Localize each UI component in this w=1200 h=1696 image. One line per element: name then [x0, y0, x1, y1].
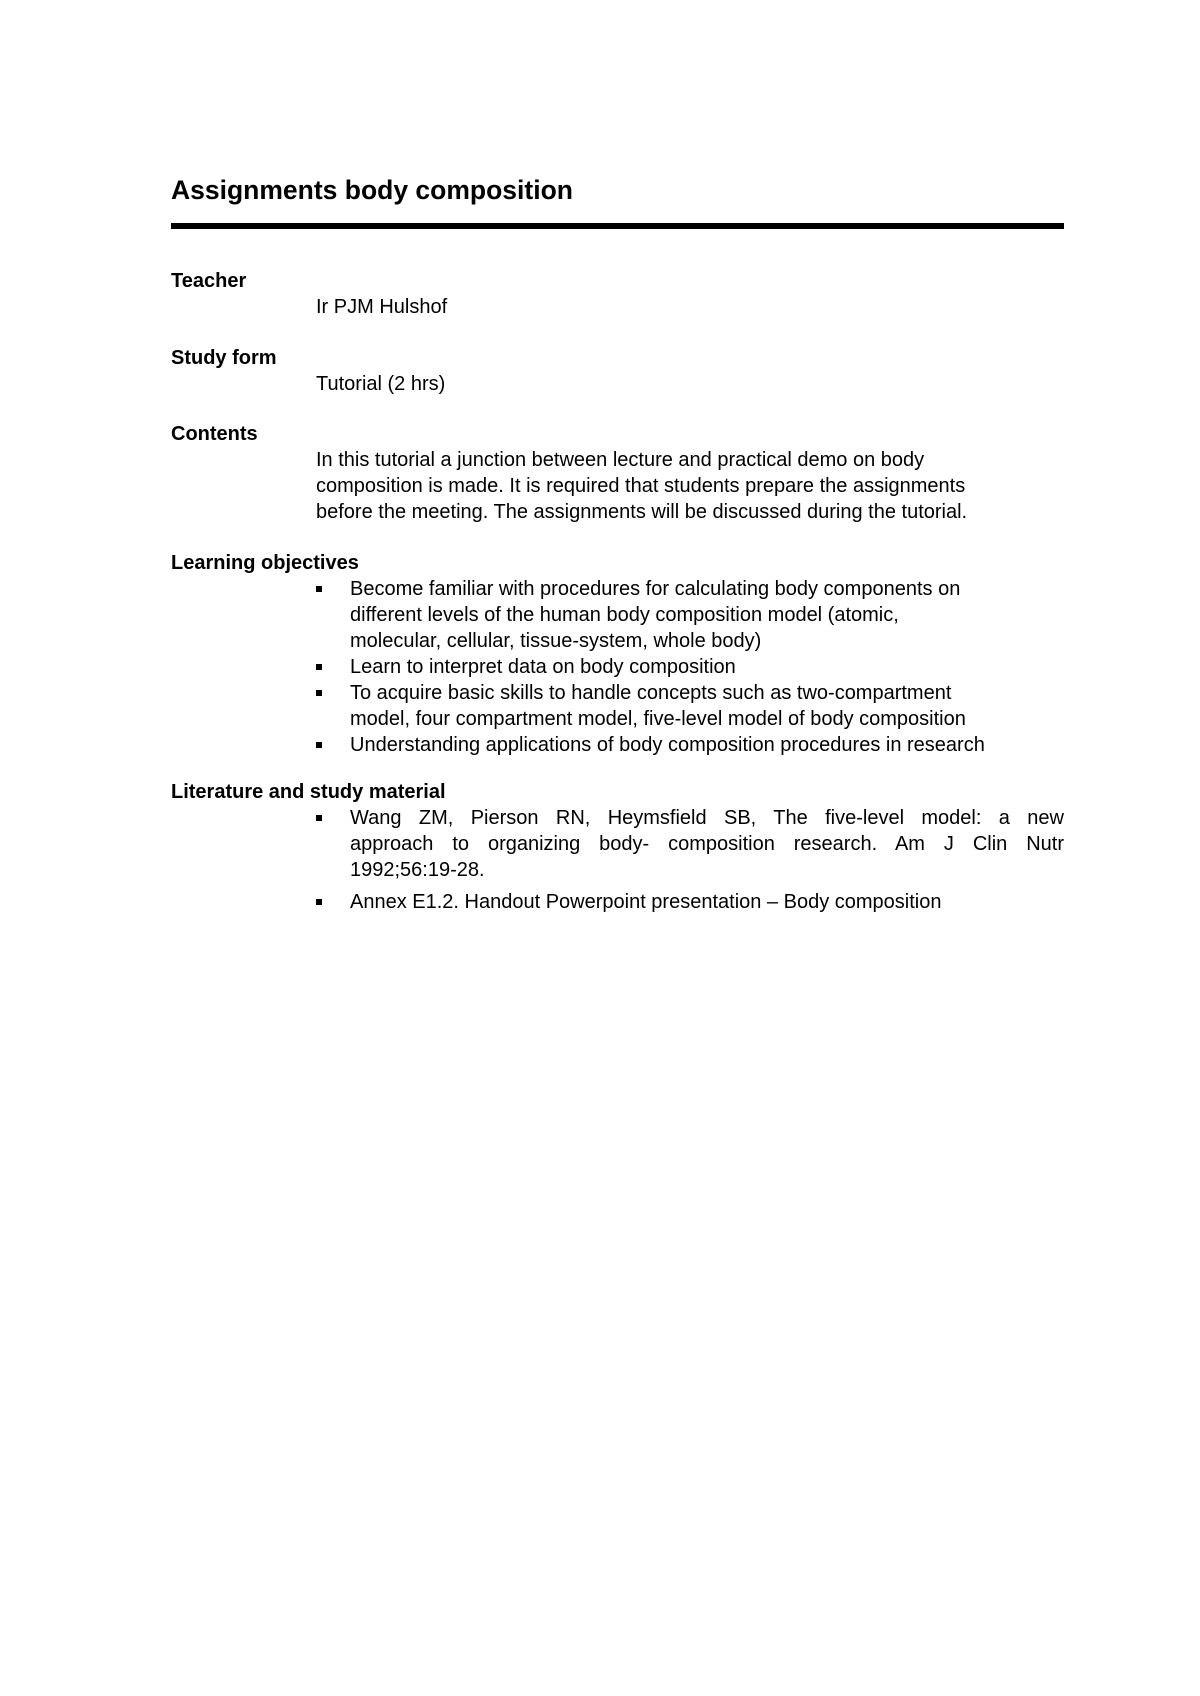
list-item-line: 1992;56:19-28. — [350, 859, 485, 881]
list-item-line: To acquire basic skills to handle concepts such as two-compartment — [350, 682, 952, 704]
bullet-square-icon — [316, 690, 322, 696]
bullet-square-icon — [316, 899, 322, 905]
list-item — [316, 889, 1064, 915]
list-item — [316, 576, 1064, 654]
contents-line: before the meeting. The assignments will be discussed during the tutorial. — [316, 501, 968, 523]
title-rule — [171, 223, 1064, 229]
literature-heading: Literature and study material — [171, 781, 446, 803]
list-item — [316, 680, 1064, 732]
list-item-line: Wang ZM, Pierson RN, Heymsfield SB, The five-level model: a new — [350, 807, 1064, 829]
list-item-line: Become familiar with procedures for calculating body components on — [350, 578, 961, 600]
contents-paragraph — [316, 447, 1064, 525]
list-item — [316, 732, 1064, 758]
teacher-heading: Teacher — [171, 270, 247, 292]
list-item — [316, 654, 1064, 680]
learning-objectives-heading: Learning objectives — [171, 552, 359, 574]
list-item-line: different levels of the human body composition model (atomic, — [350, 604, 899, 626]
bullet-square-icon — [316, 664, 322, 670]
page-title: Assignments body composition — [171, 175, 573, 205]
teacher-value: Ir PJM Hulshof — [316, 296, 448, 318]
bullet-square-icon — [316, 586, 322, 592]
list-item-line: Understanding applications of body composition procedures in research — [350, 734, 985, 756]
list-item — [316, 805, 1064, 883]
study-form-value: Tutorial (2 hrs) — [316, 373, 446, 395]
list-item-line: Annex E1.2. Handout Powerpoint presentation – Body composition — [350, 891, 942, 913]
bullet-square-icon — [316, 815, 322, 821]
list-item-line: model, four compartment model, five-level model of body composition — [350, 708, 966, 730]
study-form-heading: Study form — [171, 347, 277, 369]
literature-list — [316, 805, 1064, 915]
bullet-square-icon — [316, 742, 322, 748]
contents-line: In this tutorial a junction between lecture and practical demo on body — [316, 449, 925, 471]
list-item-line: molecular, cellular, tissue-system, whole body) — [350, 630, 762, 652]
list-item-line: Learn to interpret data on body composition — [350, 656, 736, 678]
contents-heading: Contents — [171, 423, 258, 445]
list-item-line: approach to organizing body- composition research. Am J Clin Nutr — [350, 833, 1064, 855]
learning-objectives-list — [316, 576, 1064, 758]
contents-line: composition is made. It is required that students prepare the assignments — [316, 475, 966, 497]
